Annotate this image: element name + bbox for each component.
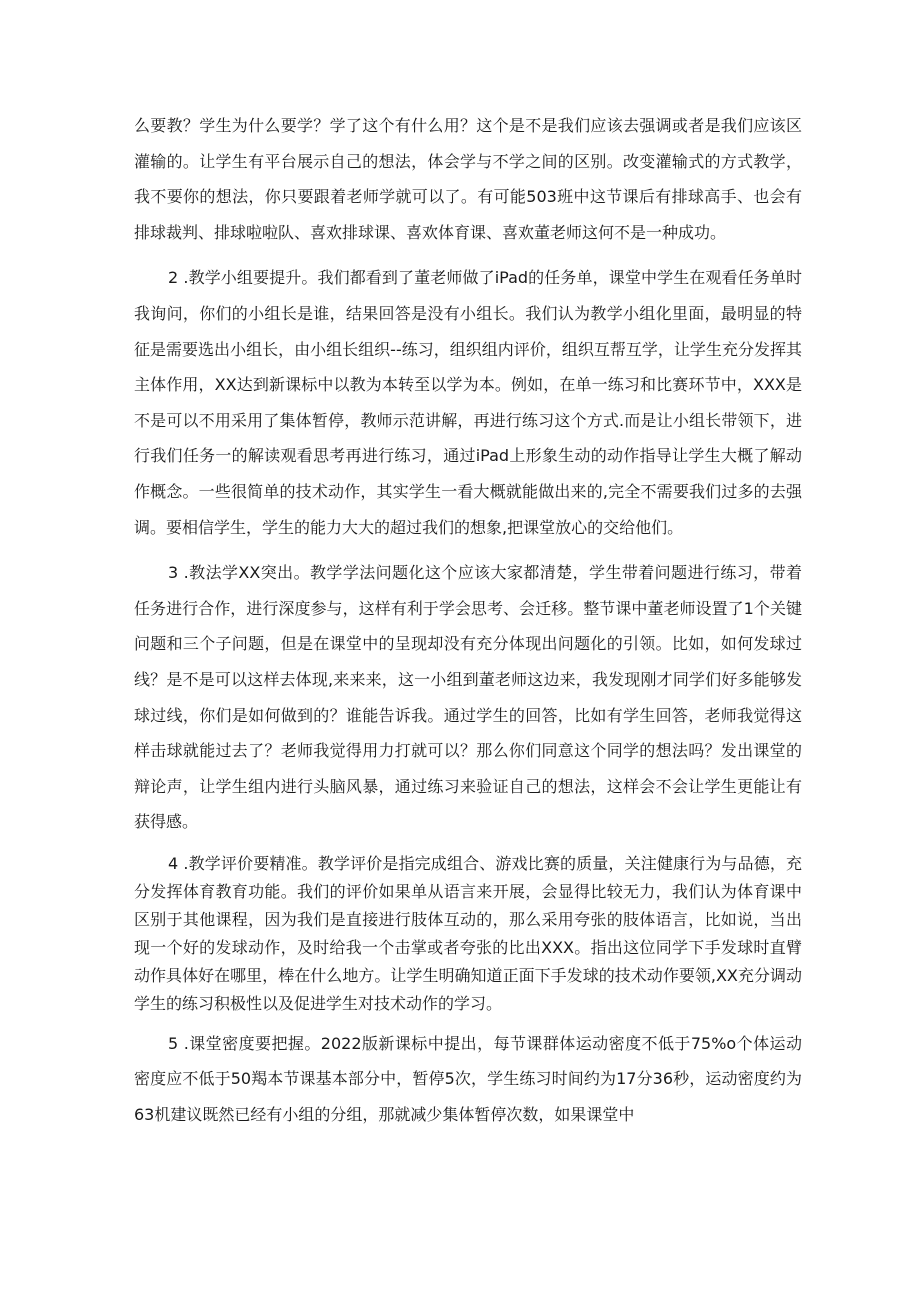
paragraph-gap [134,250,802,260]
paragraph-continuation: 么要教？学生为什么要学？学了这个有什么用？这个是不是我们应该去强调或者是我们应该区灌输的。让学生有平台展示自己的想法，体会学与不学之间的区别。改变灌输式的方式教学，我不要你的想法，你只要跟着老师学就可以了。有可能503班中这节课后有排球高手、也会有排球裁判、排球啦啦队、喜欢排球课、喜欢体育课、喜欢董老师这何不是一种成功。 [134,116,802,242]
paragraph-item-2: 2 .教学小组要提升。我们都看到了董老师做了iPad的任务单，课堂中学生在观看任务单时我询问，你们的小组长是谁，结果回答是没有小组长。我们认为教学小组化里面，最明显的特征是需要选出小组长，由小组长组织--练习，组织组内评价，组织互帮互学，让学生充分发挥其主体作用，XX达到新课标中以教为本转至以学为本。例如，在单一练习和比赛环节中，XXX是不是可以不用采用了集体暂停，教师示范讲解，再进行练习这个方式.而是让小组长带领下，进行我们任务一的解读观看思考再进行练习，通过iPad上形象生动的动作指导让学生大概了解动作概念。一些很简单的技术动作，其实学生一看大概就能做出来的,完全不需要我们过多的去强调。要相信学生，学生的能力大大的超过我们的想象,把课堂放心的交给他们。 [134,268,802,537]
paragraph-item-3: 3 .教法学XX突出。教学学法问题化这个应该大家都清楚，学生带着问题进行练习，带着任务进行合作，进行深度参与，这样有利于学会思考、会迁移。整节课中董老师设置了1个关键问题和三个子问题，但是在课堂中的呈现却没有充分体现出问题化的引领。比如，如何发球过线？是不是可以这样去体现,来来来，这一小组到董老师这边来，我发现刚才同学们好多能够发球过线，你们是如何做到的？谁能告诉我。通过学生的回答，比如有学生回答，老师我觉得这样击球就能过去了？老师我觉得用力打就可以？那么你们同意这个同学的想法吗？发出课堂的辩论声，让学生组内进行头脑风暴，通过练习来验证自己的想法，这样会不会让学生更能让有获得感。 [134,563,802,832]
paragraph-item-5: 5 .课堂密度要把握。2022版新课标中提出，每节课群体运动密度不低于75%o个体运动密度应不低于50羯本节课基本部分中，暂停5次，学生练习时间约为17分36秒，运动密度约为63机建议既然已经有小组的分组，那就减少集体暂停次数，如果课堂中 [134,1033,802,1125]
paragraph-item-4: 4 .教学评价要精准。教学评价是指完成组合、游戏比赛的质量，关注健康行为与品德，充分发挥体育教育功能。我们的评价如果单从语言来开展，会显得比较无力，我们认为体育课中区别于其他课程，因为我们是直接进行肢体互动的，那么采用夸张的肢体语言，比如说，当出现一个好的发球动作，及时给我一个击掌或者夸张的比出XXX。指出这位同学下手发球时直臂动作具体好在哪里，棒在什么地方。让学生明确知道正面下手发球的技术动作要领,XX充分调动学生的练习积极性以及促进学生对技术动作的学习。 [134,853,802,1013]
document-body [134,108,802,1133]
paragraph-gap [134,545,802,555]
paragraph-gap [134,840,802,850]
paragraph-gap [134,1018,802,1026]
